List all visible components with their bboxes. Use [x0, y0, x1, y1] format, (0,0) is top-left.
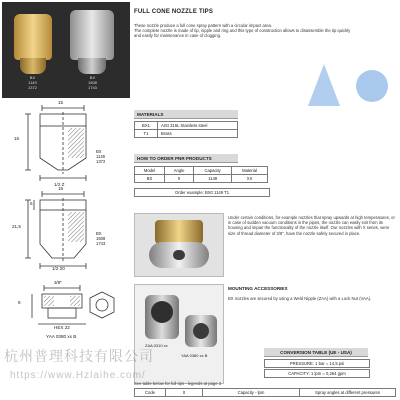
nozzle-tip-steel	[70, 10, 114, 60]
accessory-label-1: ZAA 0310 xx	[145, 343, 168, 348]
drawing-codes-2: BX 1508 1743	[96, 231, 106, 246]
order-table	[134, 166, 268, 183]
spray-pattern-graphic	[302, 62, 394, 112]
bottom-col-code: Code	[135, 389, 166, 397]
nozzle-tip-brass-bottom	[20, 58, 46, 74]
table-row	[135, 122, 238, 130]
order-col-angle: Angle	[165, 167, 194, 175]
materials-table	[134, 121, 238, 138]
materials-header: MATERIALS	[134, 110, 238, 119]
table-row	[135, 130, 238, 138]
lock-nut-hole	[193, 323, 209, 339]
order-col-material: Material	[232, 167, 268, 175]
dim-thread-2: 1/2 20	[52, 266, 65, 271]
material-code: BX1	[135, 122, 158, 130]
dim-height-1: 16	[14, 136, 20, 141]
bottom-col-capacity: Capacity - lpm	[203, 389, 300, 397]
page-title: FULL CONE NOZZLE TIPS	[134, 9, 214, 15]
dim-thread-3: 3/8"	[54, 280, 63, 285]
watermark-url: https://www.Hzlaihe.com/	[10, 370, 146, 381]
dim-hex-3: HEX 22	[54, 325, 70, 330]
description-text: Under certain conditions, for example nozzles that spray upwards at high temperatures, or in case of sudden vacuum conditions in the pipes, the nozzle can easily exit from its housing and impair the functionality of the nozzle itself. Our nozzles with X series, were size of thread diameter of 3/8", have the nozzle safely secured in place.	[228, 215, 395, 236]
nozzle-orifice	[173, 250, 185, 260]
dim-small-2: 5	[30, 201, 33, 206]
weld-nipple-hole	[151, 301, 173, 323]
nozzle-top-part	[155, 220, 203, 244]
drawing-codes-1: BX 1149 1372	[96, 149, 106, 164]
technical-drawing-2	[2, 188, 130, 274]
photo-label-left: BX 1149 1372	[28, 75, 37, 90]
photo-label-right: BX 1508 1743	[88, 75, 97, 90]
order-col-model: Model	[135, 167, 165, 175]
watermark-company: 杭州普理科技有限公司	[4, 348, 154, 364]
drawing-code-3: YAA 0380 xx B	[46, 334, 77, 339]
conversion-row-capacity: CAPACITY: 1 lpm = 0,264 gpm	[264, 369, 370, 378]
order-val-angle: 0	[165, 175, 194, 183]
bottom-col-angle: 0	[166, 389, 203, 397]
material-code: T1	[135, 130, 158, 138]
dim-width-1: 15	[58, 100, 64, 105]
dim-width-2: 15	[58, 186, 64, 191]
dim-thread-1: 1/2 Z	[54, 182, 65, 187]
accessories-header: MOUNTING ACCESSORIES	[228, 286, 288, 291]
intro-text: These nozzle produce a full cone spray pattern with a circular impact area. The complete nozzle is made of tip, nipple and ring and this type of construction allows to disassemble the tip quickly and easily for maintenance in case of clogging.	[134, 23, 351, 38]
bottom-col-spray: Spray angles at different pressures	[300, 389, 396, 397]
order-val-model: BX	[135, 175, 165, 183]
accessories-text: BX nozzles are secured by using a Weld Nipple (ZAA) with a Lock Nut (VAA).	[228, 296, 372, 301]
order-col-capacity: Capacity	[194, 167, 232, 175]
accessory-label-2: YAA 0380 xx B	[181, 353, 208, 358]
footer-note: See table below for full tips - legends at page 3	[134, 381, 222, 386]
accessories-photo	[134, 284, 224, 384]
nozzle-tip-steel-bottom	[78, 58, 106, 74]
table-row	[135, 389, 396, 397]
technical-drawing-1	[2, 100, 130, 182]
table-row	[135, 167, 268, 175]
dim-height-3: 8	[18, 300, 21, 305]
order-val-material: XX	[232, 175, 268, 183]
order-header: HOW TO ORDER PNR PRODUCTS	[134, 154, 238, 163]
material-desc: Brass	[158, 130, 238, 138]
material-desc: AISI 316L Stainless steel	[158, 122, 238, 130]
dim-height-2: 21,5	[12, 224, 21, 229]
nozzle-closeup-photo	[134, 213, 224, 277]
bottom-table	[134, 388, 396, 397]
full-cone-shape	[308, 64, 340, 106]
order-example: Order example: BX0 1149 T1	[134, 188, 270, 197]
nozzle-photo	[2, 2, 130, 98]
nozzle-tip-brass	[14, 14, 52, 60]
conversion-header: CONVERSION TABLE (UE - USA)	[264, 348, 368, 357]
table-row	[135, 175, 268, 183]
conversion-row-pressure: PRESSURE: 1 bar = 14,5 psi	[264, 359, 370, 368]
impact-circle-shape	[356, 70, 388, 102]
order-val-capacity: 1149	[194, 175, 232, 183]
